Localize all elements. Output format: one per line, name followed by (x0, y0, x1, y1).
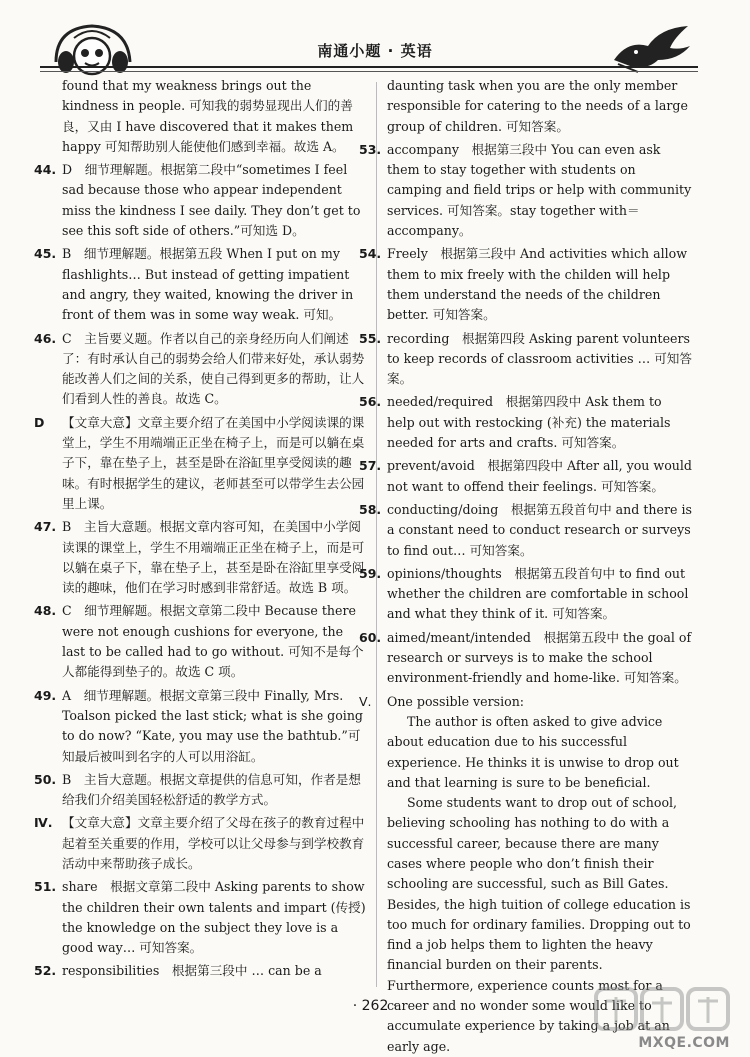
answer-57: 57. prevent/avoid 根据第四段中 After all, you would not want to offend their feelings. 可知答案。 (359, 458, 692, 494)
header-rule (40, 66, 698, 68)
section-v-heading: Ⅴ. One possible version: (359, 693, 525, 709)
answer-52: 52. responsibilities 根据第三段中 … can be a (34, 963, 322, 979)
answer-48: 48. C 细节理解题。根据文章第二段中 Because there were not enough cushions for everyone, the last to be called had to go without. 可知不是每个人都能得到垫子的。故选 C 项。 (34, 603, 364, 680)
answer-46: 46. C 主旨要义题。作者以自己的亲身经历向人们阐述了：有时承认自己的弱势会给人们带来好处，承认弱势能改善人们之间的关系，使自己得到更多的帮助，让人们看到人性的善良。故选 C。 (34, 330, 365, 407)
answer-55: 55. recording 根据第四段 Asking parent volunteers to keep records of classroom activities … 可知答案。 (359, 330, 692, 387)
answer-54: 54. Freely 根据第三段中 And activities which allow them to mix freely with the childen will help them understand the needs of the children better. 可知答案。 (359, 246, 688, 323)
header-rule-thin (40, 71, 698, 72)
answer-53: 53. accompany 根据第三段中 You can even ask them to stay together with students on camping and field trips or help with community services. 可知答案。stay together with＝accompany。 (359, 141, 692, 239)
answer-60: 60. aimed/meant/intended 根据第五段中 the goal of research or surveys is to make the school environment-friendly and home-like. 可知答案。 (359, 629, 692, 686)
section-d-summary: D 【文章大意】文章主要介绍了在美国中小学阅读课的课堂上，学生不用端端正正坐在椅子上，而是可以躺在桌子下，靠在垫子上，甚至是卧在浴缸里享受阅读的趣味。有时根据学生的建议，老师甚至可以带学生去公园里上课。 (34, 414, 365, 511)
essay-paragraph-1: The author is often asked to give advice about education due to his successful experience. He thinks it is unwise to drop out and that learning is sure to be beneficial. (387, 713, 679, 790)
page-number: · 262 · (352, 998, 398, 1014)
answer-continuation-right: daunting task when you are the only member responsible for catering to the needs of a large group of children. 可知答案。 (387, 78, 688, 134)
answer-continuation: found that my weakness brings out the kindness in people. 可知我的弱势显现出人们的善良，又由 I have discovered that it makes them happy 可知帮助别人能使他们感到幸福。故选 A。 (62, 78, 354, 154)
answer-49: 49. A 细节理解题。根据文章第三段中 Finally, Mrs. Toalson picked the last stick; what is she going to do now? “Kate, you may use the bathtub.”可知最后被叫到名字的人可以用浴缸。 (34, 687, 363, 764)
answer-45: 45. B 细节理解题。根据第五段 When I put on my flashlights… But instead of getting impatient and angry, they waited, knowing the driver in front of them was in some way weak. 可知。 (34, 246, 354, 323)
essay-paragraph-2: Some students want to drop out of school, believing schooling has nothing to do with a successful career, because there are many cases where people who don’t finish their schooling are successful, such as Bill Gates. Besides, the high tuition of college education is too much for ordinary families. Dropping out to find a job helps them to lighten the heavy financial burden on their parents. Furthermore, experience counts most for a career and no wonder some would like to accumulate experience by taking a job at an early age. (387, 795, 691, 1054)
answer-47: 47. B 主旨大意题。根据文章内容可知，在美国中小学阅读课的课堂上，学生不用端端正正坐在椅子上，而是可以躺在桌子下，靠在垫子上，甚至是卧在浴缸里享受阅读的趣味，他们在学习时感到非常舒适。故选 B 项。 (34, 519, 365, 596)
column-divider (376, 82, 377, 987)
header-title: 南通小题 · 英语 (317, 42, 433, 60)
section-iv-summary: Ⅳ. 【文章大意】文章主要介绍了父母在孩子的教育过程中起着至关重要的作用，学校可以让父母参与到学校教育活动中来帮助孩子成长。 (34, 815, 365, 871)
answer-50: 50. B 主旨大意题。根据文章提供的信息可知，作者是想给我们介绍美国轻松舒适的教学方式。 (34, 771, 361, 808)
answer-56: 56. needed/required 根据第四段中 Ask them to help out with restocking (补充) the materials needed for arts and crafts. 可知答案。 (359, 394, 671, 451)
answer-59: 59. opinions/thoughts 根据第五段首句中 to find out whether the children are comfortable in school and what they think of it. 可知答案。 (359, 565, 689, 622)
answer-58: 58. conducting/doing 根据第五段首句中 and there is a constant need to conduct research or surveys to find out… 可知答案。 (359, 501, 692, 558)
left-column (34, 76, 368, 982)
watermark-text: MXQE.COM (638, 1035, 730, 1051)
page-header (0, 0, 750, 80)
answer-51: 51. share 根据文章第二段中 Asking parents to show the children their own talents and impart (传授) the knowledge on the subject they love is a good way… 可知答案。 (34, 879, 366, 956)
answer-44: 44. D 细节理解题。根据第二段中“sometimes I feel sad because those who appear independent miss the kindness I see daily. They don’t get to see this soft side of others.”可知选 D。 (34, 162, 361, 239)
